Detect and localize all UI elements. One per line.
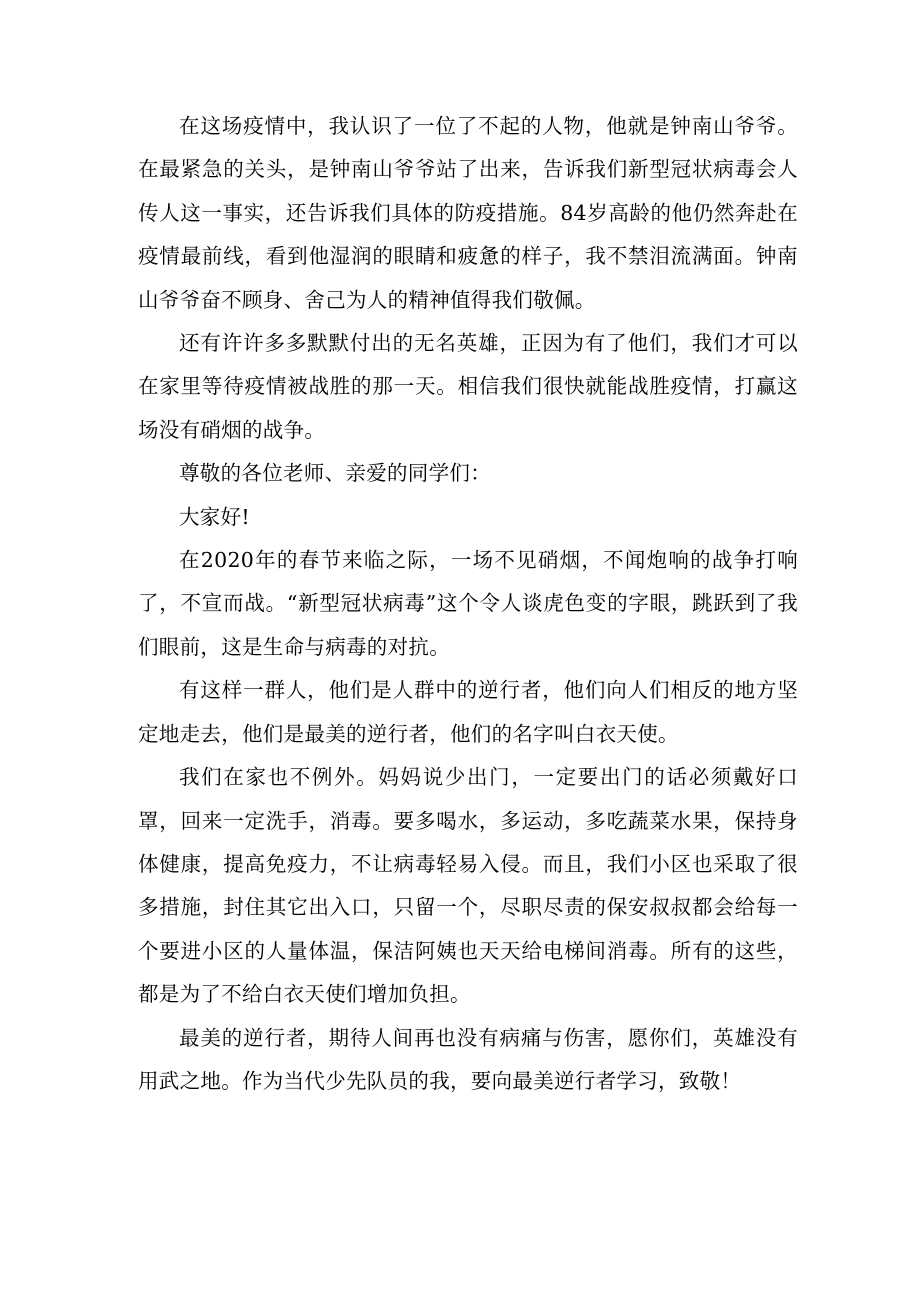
- paragraph-closing: 最美的逆行者，期待人间再也没有病痛与伤害，愿你们，英雄没有用武之地。作为当代少先队员的我，要向最美逆行者学习，致敬！: [138, 1025, 798, 1093]
- paragraph-at-home: 我们在家也不例外。妈妈说少出门，一定要出门的话必须戴好口罩，回来一定洗手，消毒。要多喝水，多运动，多吃蔬菜水果，保持身体健康，提高免疫力，不让病毒轻易入侵。而且，我们小区也采取了很多措施，封住其它出入口，只留一个，尽职尽责的保安叔叔都会给每一个要进小区的人量体温，保洁阿姨也天天给电梯间消毒。所有的这些，都是为了不给白衣天使们增加负担。: [138, 765, 798, 1007]
- paragraph-angels-in-white: 有这样一群人，他们是人群中的逆行者，他们向人们相反的地方坚定地走去，他们是最美的逆行者，他们的名字叫白衣天使。: [138, 678, 798, 746]
- paragraph-salutation: 尊敬的各位老师、亲爱的同学们：: [179, 461, 491, 486]
- paragraph-greeting: 大家好!: [179, 504, 250, 529]
- document-body: [138, 105, 798, 1103]
- paragraph-unsung-heroes: 还有许许多多默默付出的无名英雄，正因为有了他们，我们才可以在家里等待疫情被战胜的那一天。相信我们很快就能战胜疫情，打赢这场没有硝烟的战争。: [138, 331, 798, 442]
- paragraph-zhong-nanshan: 在这场疫情中，我认识了一位了不起的人物，他就是钟南山爷爷。在最紧急的关头，是钟南山爷爷站了出来，告诉我们新型冠状病毒会人传人这一事实，还告诉我们具体的防疫措施。84岁高龄的他仍然奔赴在疫情最前线，看到他湿润的眼睛和疲惫的样子，我不禁泪流满面。钟南山爷爷奋不顾身、舍己为人的精神值得我们敬佩。: [138, 114, 798, 312]
- paragraph-spring-festival: 在2020年的春节来临之际，一场不见硝烟，不闻炮响的战争打响了，不宣而战。“新型冠状病毒”这个令人谈虎色变的字眼，跳跃到了我们眼前，这是生命与病毒的对抗。: [138, 548, 798, 659]
